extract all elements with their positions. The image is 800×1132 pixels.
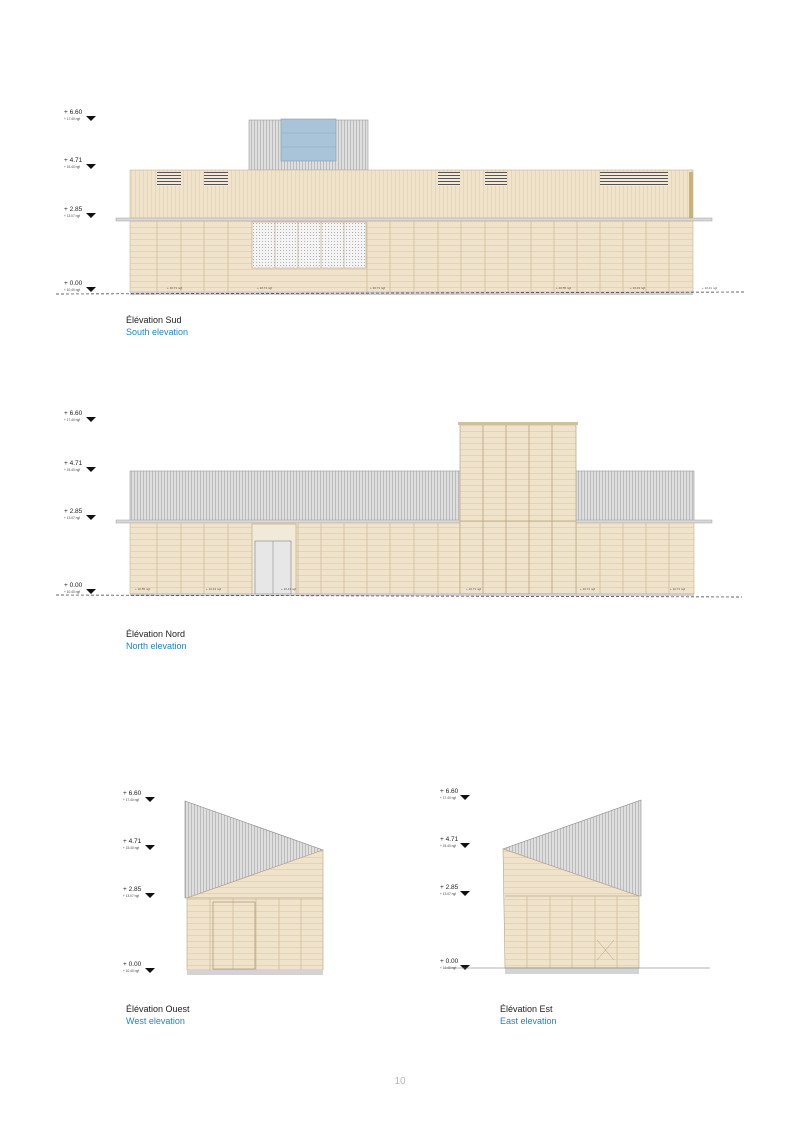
- level-triangle-icon: [86, 589, 96, 594]
- level-triangle-icon: [460, 965, 470, 970]
- spot-level: + 10.71 ngf: [257, 286, 273, 290]
- level-label: + 4.71: [440, 836, 459, 843]
- lower-cladding: [576, 523, 694, 594]
- level-triangle-icon: [145, 845, 155, 850]
- level-marker-000: [123, 961, 155, 973]
- level-ngf: + 10.40 ngf: [123, 969, 140, 973]
- level-label: + 2.85: [64, 206, 83, 213]
- level-triangle-icon: [145, 968, 155, 973]
- level-ngf: + 10.40 ngf: [440, 966, 457, 970]
- level-ngf: + 13.07 ngf: [64, 214, 81, 218]
- level-triangle-icon: [145, 893, 155, 898]
- level-marker-000: [64, 582, 96, 594]
- caption-en: East elevation: [500, 1016, 557, 1026]
- level-ngf: + 13.07 ngf: [440, 892, 457, 896]
- spot-level: + 10.71 ngf: [580, 587, 596, 591]
- level-ngf: + 15.40 ngf: [440, 844, 457, 848]
- level-label: + 4.71: [64, 460, 83, 467]
- spot-level: + 10.55 ngf: [556, 286, 572, 290]
- level-marker-285: [64, 508, 96, 520]
- level-marker-000: [64, 280, 96, 292]
- page-number: 10: [394, 1076, 406, 1087]
- level-ngf: + 10.40 ngf: [64, 590, 81, 594]
- metal-cladding: [130, 471, 460, 521]
- level-marker-660: [123, 790, 155, 802]
- spot-level: + 10.71 ngf: [167, 286, 183, 290]
- level-label: + 2.85: [64, 508, 83, 515]
- east-elevation: [440, 788, 710, 1026]
- level-label: + 0.00: [123, 961, 142, 968]
- louvre-vent: [157, 172, 181, 186]
- level-triangle-icon: [86, 287, 96, 292]
- tower-cladding: [460, 424, 576, 594]
- level-triangle-icon: [460, 843, 470, 848]
- level-marker-471: [64, 460, 96, 472]
- level-marker-471: [123, 838, 155, 850]
- level-ngf: + 17.40 ngf: [64, 117, 81, 121]
- level-triangle-icon: [86, 467, 96, 472]
- cornice: [116, 218, 712, 221]
- metal-cladding: [576, 471, 694, 521]
- spot-level: + 10.55 ngf: [135, 587, 151, 591]
- level-marker-285: [123, 886, 155, 898]
- level-marker-660: [64, 410, 96, 422]
- louvre-vent: [485, 172, 507, 186]
- level-marker-471: [64, 157, 96, 169]
- west-elevation: [123, 790, 323, 1026]
- level-label: + 4.71: [64, 157, 83, 164]
- level-ngf: + 17.40 ngf: [64, 418, 81, 422]
- louvre-vent: [204, 172, 228, 186]
- caption-fr: Élévation Nord: [126, 629, 186, 639]
- level-marker-660: [64, 109, 96, 121]
- spot-level: + 10.71 ngf: [670, 587, 686, 591]
- level-triangle-icon: [86, 116, 96, 121]
- level-ngf: + 10.40 ngf: [64, 288, 81, 292]
- level-label: + 0.00: [440, 958, 459, 965]
- level-triangle-icon: [460, 891, 470, 896]
- level-ngf: + 17.40 ngf: [123, 798, 140, 802]
- perforated-panel: [252, 222, 366, 268]
- level-ngf: + 15.40 ngf: [123, 846, 140, 850]
- spot-level: + 10.71 ngf: [466, 587, 482, 591]
- caption-fr: Élévation Est: [500, 1004, 553, 1014]
- cornice: [116, 520, 712, 523]
- level-ngf: + 13.07 ngf: [123, 894, 140, 898]
- level-label: + 6.60: [64, 410, 83, 417]
- level-marker-660: [440, 788, 470, 800]
- caption-fr: Élévation Sud: [126, 315, 182, 325]
- level-ngf: + 13.07 ngf: [64, 516, 81, 520]
- louvre-vent: [600, 172, 668, 186]
- caption-fr: Élévation Ouest: [126, 1004, 190, 1014]
- level-ngf: + 15.40 ngf: [64, 165, 81, 169]
- level-label: + 2.85: [123, 886, 142, 893]
- level-label: + 6.60: [64, 109, 83, 116]
- caption-en: North elevation: [126, 641, 187, 651]
- level-triangle-icon: [86, 164, 96, 169]
- spot-level: + 10.71 ngf: [370, 286, 386, 290]
- spot-level: + 10.43 ngf: [630, 286, 646, 290]
- glazed-panel: [281, 119, 336, 161]
- level-triangle-icon: [86, 213, 96, 218]
- south-elevation: [56, 109, 745, 337]
- level-label: + 4.71: [123, 838, 142, 845]
- lower-cladding: [130, 221, 693, 292]
- north-elevation: [56, 410, 742, 651]
- spot-level: + 10.41 ngf: [281, 587, 297, 591]
- level-label: + 2.85: [440, 884, 459, 891]
- spot-level: + 10.43 ngf: [206, 587, 222, 591]
- level-label: + 6.60: [123, 790, 142, 797]
- caption-en: West elevation: [126, 1016, 185, 1026]
- level-triangle-icon: [86, 515, 96, 520]
- level-marker-471: [440, 836, 470, 848]
- caption-en: South elevation: [126, 327, 189, 337]
- level-label: + 6.60: [440, 788, 459, 795]
- spot-level: + 10.41 ngf: [702, 286, 718, 290]
- level-marker-285: [440, 884, 470, 896]
- level-ngf: + 15.40 ngf: [64, 468, 81, 472]
- level-triangle-icon: [460, 795, 470, 800]
- level-triangle-icon: [86, 417, 96, 422]
- level-marker-285: [64, 206, 96, 218]
- level-label: + 0.00: [64, 582, 83, 589]
- level-triangle-icon: [145, 797, 155, 802]
- level-label: + 0.00: [64, 280, 83, 287]
- level-ngf: + 17.40 ngf: [440, 796, 457, 800]
- louvre-vent: [438, 172, 460, 186]
